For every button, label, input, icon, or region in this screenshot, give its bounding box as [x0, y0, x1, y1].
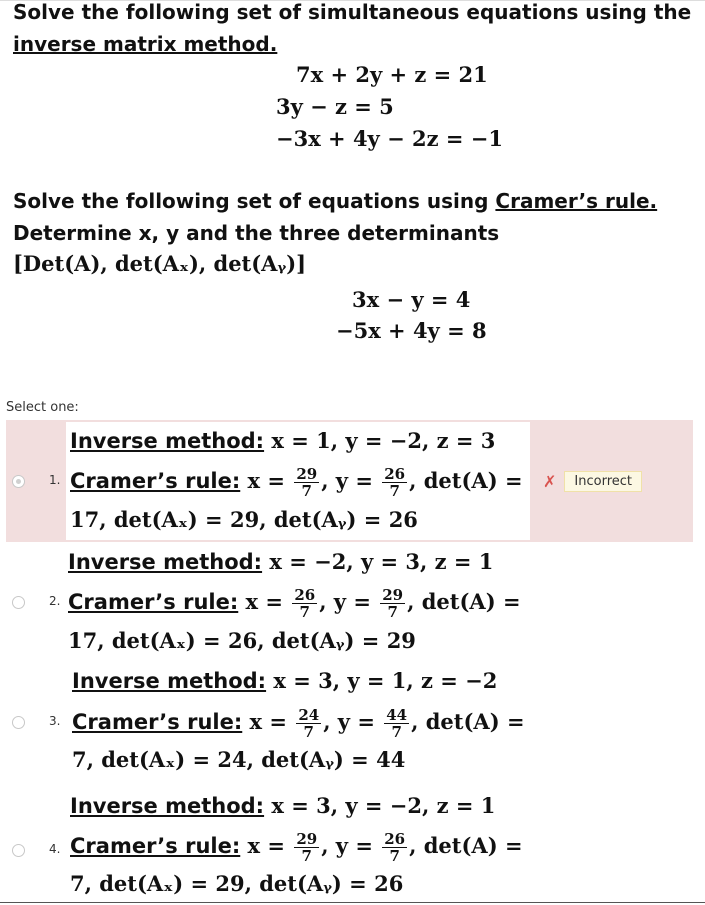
cramers-rule-link-text: Cramer’s rule. — [495, 189, 658, 213]
x-fraction: $\frac{26}{7}$ — [294, 586, 316, 621]
answer-option-3[interactable] — [0, 664, 705, 782]
inverse-solution: x = 3, y = 1, z = −2 — [273, 668, 498, 693]
x-fraction: $\frac{29}{7}$ — [296, 830, 318, 865]
option-1-content: Inverse method: x = 1, y = −2, z = 3 Cramer’s rule: x = $\frac{29}{7}$ , y = $\frac{26}{7}$ , det(A) = 17, det(Aₓ) = 29, det(Aᵧ) = 26 — [66, 422, 530, 540]
x-fraction: $\frac{29}{7}$ — [296, 465, 318, 500]
incorrect-icon: ✗ — [543, 472, 557, 491]
det-ax: 29 — [215, 871, 245, 896]
y-fraction: $\frac{44}{7}$ — [386, 706, 408, 741]
equation-3: −3x + 4y − 2z = −1 — [276, 126, 503, 151]
cramer-label: Cramer’s rule: — [70, 834, 241, 858]
det-a: 7 — [70, 871, 85, 896]
det-ax: 24 — [217, 747, 247, 772]
equation-5: −5x + 4y = 8 — [336, 318, 487, 343]
inverse-label: Inverse method: — [68, 550, 263, 574]
option-number: 3. — [49, 714, 61, 728]
det-ay: 26 — [388, 507, 418, 532]
question-line-2: inverse matrix method. — [13, 32, 278, 56]
inverse-label: Inverse method: — [72, 669, 267, 693]
option-4-content: Inverse method: x = 3, y = −2, z = 1 Cramer’s rule: x = $\frac{29}{7}$ , y = $\frac{26}{7}$ , det(A) = 7, det(Aₓ) = 29, det(Aᵧ) = 26 — [68, 787, 528, 899]
equation-4: 3x − y = 4 — [352, 287, 471, 312]
incorrect-badge: Incorrect — [564, 471, 642, 492]
det-ay: 26 — [374, 871, 404, 896]
y-fraction: $\frac{26}{7}$ — [384, 830, 406, 865]
option-number: 1. — [49, 473, 61, 487]
question-line-5: [Det(A), det(Aₓ), det(Aᵧ)] — [13, 251, 307, 276]
radio-button-3[interactable] — [12, 716, 25, 729]
inverse-solution: x = 1, y = −2, z = 3 — [271, 428, 496, 453]
det-ay: 29 — [386, 628, 416, 653]
option-number: 2. — [49, 594, 61, 608]
option-3-content: Inverse method: x = 3, y = 1, z = −2 Cramer’s rule: x = $\frac{24}{7}$ , y = $\frac{44}{7}$ , det(A) = 7, det(Aₓ) = 24, det(Aᵧ) = 44 — [70, 664, 530, 780]
answer-option-4[interactable] — [0, 787, 705, 901]
inverse-label: Inverse method: — [70, 429, 265, 453]
inverse-solution: x = −2, y = 3, z = 1 — [269, 549, 494, 574]
radio-button-1[interactable] — [12, 475, 25, 488]
cramer-label: Cramer’s rule: — [70, 469, 241, 493]
cramer-label: Cramer’s rule: — [68, 590, 239, 614]
det-a: 7 — [72, 747, 87, 772]
inverse-label: Inverse method: — [70, 794, 265, 818]
option-number: 4. — [49, 842, 61, 856]
question-line-3 — [13, 186, 657, 216]
det-a: 17 — [68, 628, 98, 653]
x-fraction: $\frac{24}{7}$ — [298, 706, 320, 741]
equation-1: 7x + 2y + z = 21 — [296, 62, 488, 87]
inverse-solution: x = 3, y = −2, z = 1 — [271, 793, 496, 818]
answer-option-1[interactable] — [6, 420, 693, 542]
det-a: 17 — [70, 507, 100, 532]
question-line-4: Determine x, y and the three determinants — [13, 221, 500, 245]
feedback — [543, 471, 642, 492]
radio-button-4[interactable] — [12, 844, 25, 857]
radio-button-2[interactable] — [12, 596, 25, 609]
det-ay: 44 — [376, 747, 406, 772]
select-one-label: Select one: — [6, 400, 79, 415]
y-fraction: $\frac{26}{7}$ — [384, 465, 406, 500]
question-line-3a: Solve the following set of equations using — [13, 189, 496, 213]
y-fraction: $\frac{29}{7}$ — [382, 586, 404, 621]
equation-2: 3y − z = 5 — [276, 94, 394, 119]
option-2-content: Inverse method: x = −2, y = 3, z = 1 Cramer’s rule: x = $\frac{26}{7}$ , y = $\frac{29}{7}$ , det(A) = 17, det(Aₓ) = 26, det(Aᵧ) = 29 — [66, 545, 526, 661]
answer-option-2[interactable] — [0, 545, 705, 663]
question-line-1: Solve the following set of simultaneous equations using the — [13, 0, 692, 24]
det-ax: 29 — [229, 507, 260, 532]
bottom-rule — [0, 902, 705, 903]
cramer-label: Cramer’s rule: — [72, 710, 243, 734]
det-ax: 26 — [227, 628, 258, 653]
